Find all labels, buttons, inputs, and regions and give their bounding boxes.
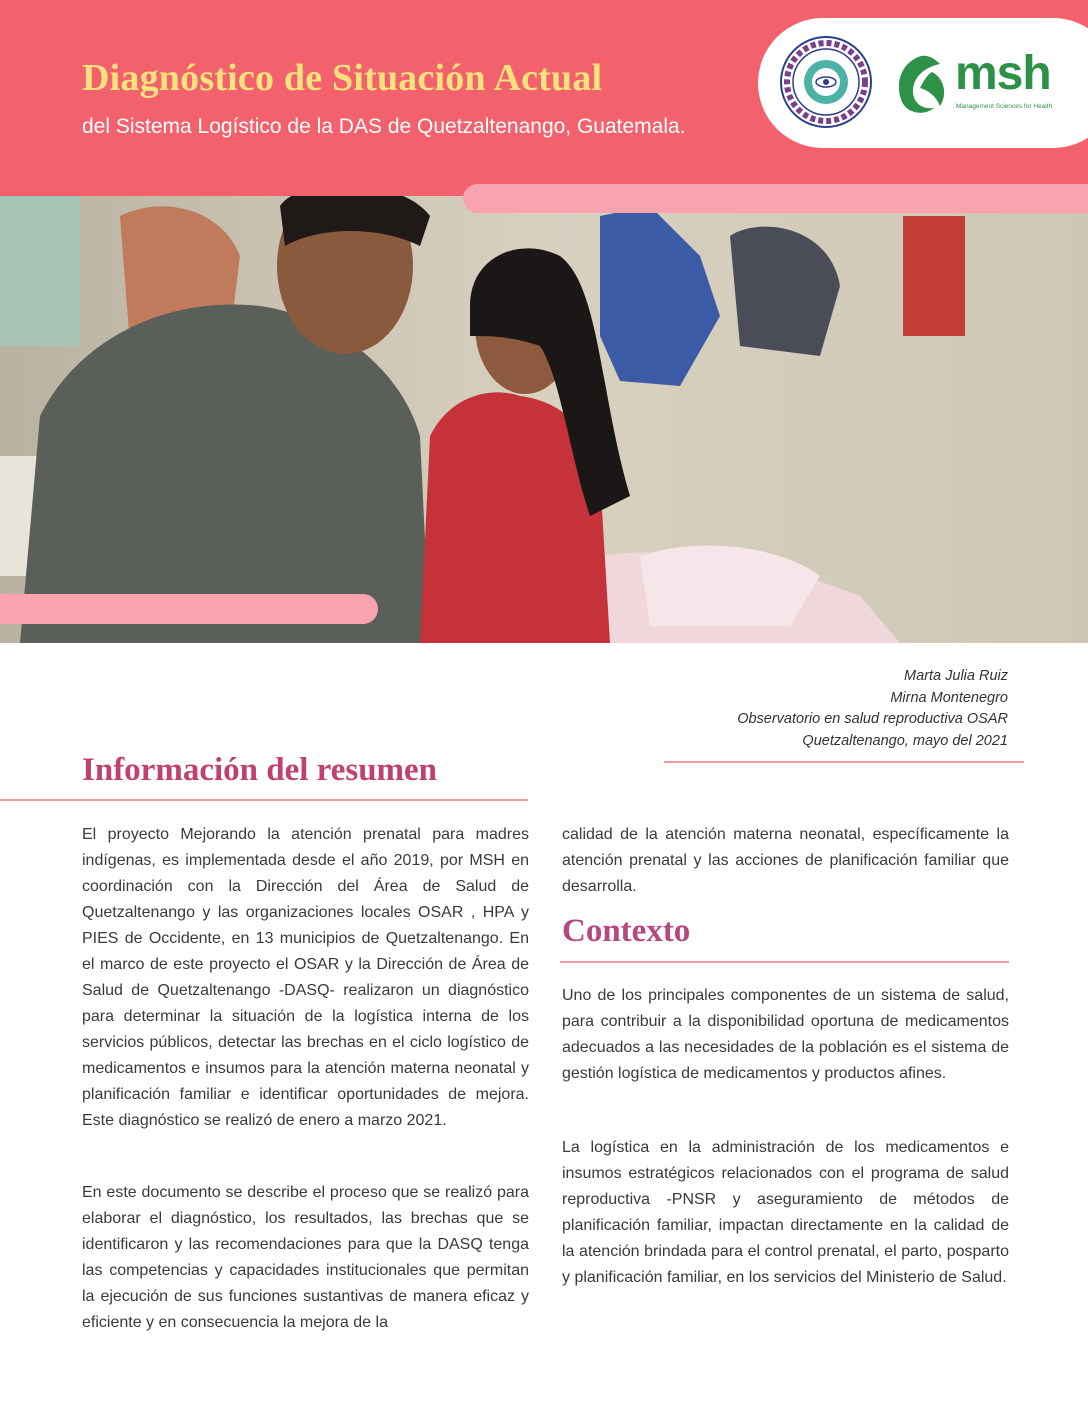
- msh-logo-text: msh: [955, 47, 1051, 100]
- osar-logo: [780, 36, 872, 128]
- place-date: Quetzaltenango, mayo del 2021: [802, 732, 1008, 749]
- section-divider: [560, 961, 1009, 963]
- section-heading-resumen: Información del resumen: [82, 752, 438, 788]
- section-heading-contexto: Contexto: [562, 913, 691, 949]
- author-credits: [737, 666, 1008, 752]
- accent-bar-bottom: [0, 594, 378, 624]
- paragraph: El proyecto Mejorando la atención prenatal para madres indígenas, es implementada desde el año 2019, por MSH en coordinación con la Dirección del Área de Salud de Quetzaltenango y las organizaciones locales OSAR , HPA y PIES de Occidente, en 13 municipios de Quetzaltenango. En el marco de este proyecto el OSAR y la Dirección de Área de Salud de Quetzaltenango -DASQ- realizaron un diagnóstico para determinar la situación de la logística interna de los servicios públicos, detectar las brechas en el ciclo logístico de medicamentos e insumos para la atención materna neonatal y planificación familiar e identificar oportunidades de mejora. Este diagnóstico se realizó de enero a marzo 2021.: [82, 826, 529, 1129]
- accent-bar-top: [463, 184, 1088, 213]
- credits-divider: [664, 761, 1024, 763]
- author-name: Mirna Montenegro: [890, 689, 1008, 706]
- section-divider: [0, 799, 528, 801]
- document-title: Diagnóstico de Situación Actual: [82, 57, 603, 99]
- author-name: Marta Julia Ruiz: [904, 668, 1008, 684]
- paragraph: Uno de los principales componentes de un sistema de salud, para contribuir a la disponibilidad oportuna de medicamentos adecuados a las necesidades de la población es el sistema de gestión logística de medicamentos y productos afines.: [562, 987, 1009, 1082]
- cover-photo: [0, 196, 1088, 643]
- paragraph: calidad de la atención materna neonatal, específicamente la atención prenatal y las acciones de planificación familiar que desarrolla.: [562, 826, 1009, 895]
- author-organization: Observatorio en salud reproductiva OSAR: [737, 711, 1008, 727]
- document-subtitle: del Sistema Logístico de la DAS de Quetzaltenango, Guatemala.: [82, 115, 686, 138]
- msh-leaf-icon: [890, 52, 952, 118]
- paragraph: En este documento se describe el proceso que se realizó para elaborar el diagnóstico, los resultados, las brechas que se identificaron y las recomendaciones para que la DASQ tenga las competencias y capacidades institucionales que permitan la ejecución de sus funciones sustantivas de manera eficaz y eficiente y en consecuencia la mejora de la: [82, 1184, 529, 1331]
- cover-photo-illustration: [0, 196, 1088, 643]
- msh-tagline: Management Sciences for Health: [956, 103, 1053, 110]
- paragraph: La logística en la administración de los medicamentos e insumos estratégicos relacionados con el programa de salud reproductiva -PNSR y aseguramiento de métodos de planificación familiar, impactan directamente en la calidad de la atención brindada para el control prenatal, el parto, posparto y planificación familiar, en los servicios del Ministerio de Salud.: [562, 1139, 1009, 1286]
